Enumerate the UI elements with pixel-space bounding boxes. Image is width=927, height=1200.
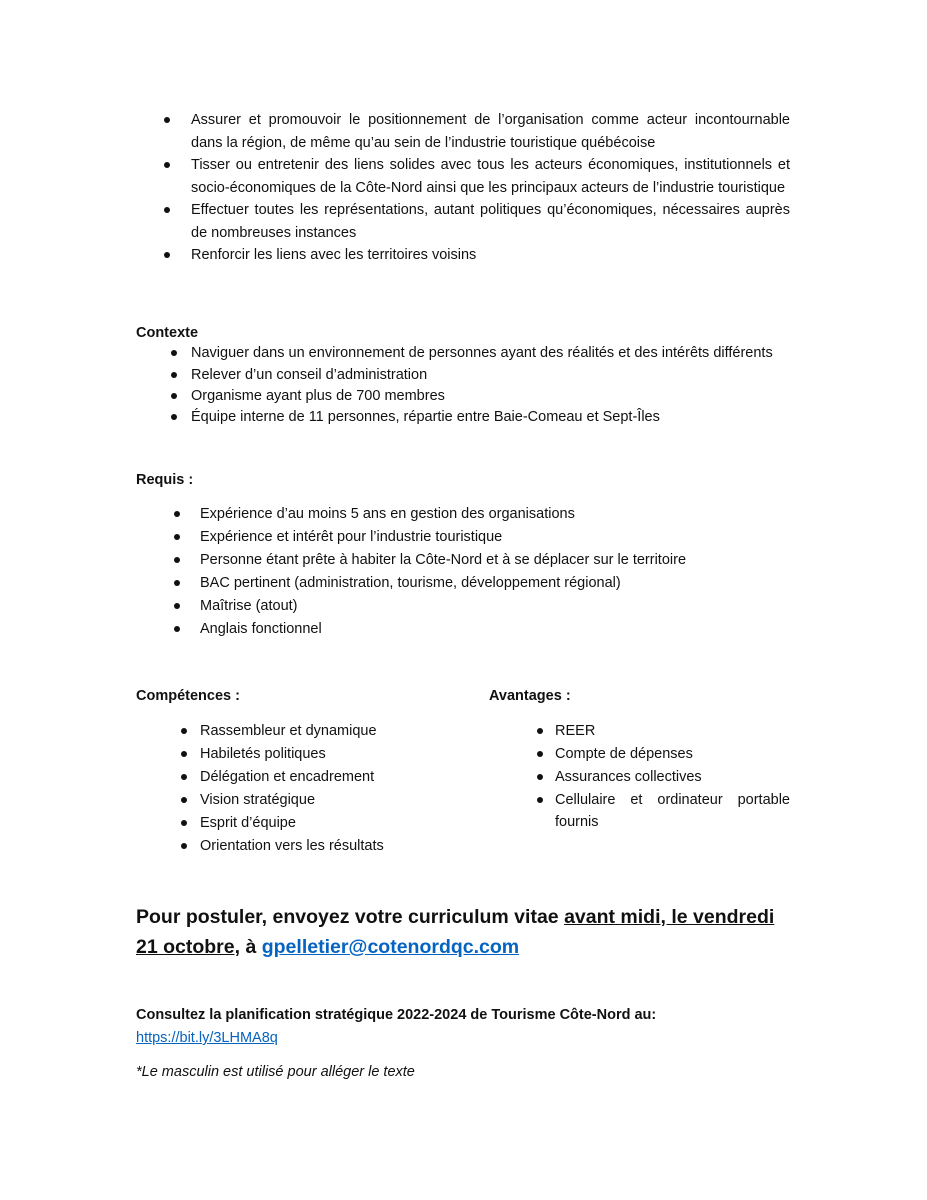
list-item-text: Assurer et promouvoir le positionnement de l’organisation comme acteur incontournable dans la région, de même qu’au sein de l’industrie touristique québécoise	[191, 112, 790, 151]
list-item	[200, 503, 800, 526]
apply-instructions	[136, 902, 796, 962]
list-item-text: Assurances collectives	[555, 769, 702, 785]
strategy-link[interactable]: https://bit.ly/3LHMA8q	[136, 1030, 278, 1046]
bullet-icon	[164, 207, 170, 213]
bullet-icon	[537, 728, 543, 734]
email-link[interactable]: gpelletier@cotenordqc.com	[261, 936, 520, 958]
list-item	[191, 365, 790, 386]
list-item-text: Vision stratégique	[200, 792, 316, 808]
apply-deadline: avant midi, le vendredi 21 octobre,	[136, 906, 775, 958]
list-item	[191, 154, 790, 199]
avantages-heading: Avantages :	[489, 688, 571, 704]
list-item-text: Cellulaire et ordinateur portable fournis	[555, 792, 790, 830]
list-item-text: Personne étant prête à habiter la Côte-Nord et à se déplacer sur le territoire	[200, 552, 687, 568]
list-item	[191, 386, 790, 407]
list-item	[555, 789, 790, 833]
list-item-text: Délégation et encadrement	[200, 769, 375, 785]
strategy-text: Consultez la planification stratégique 2022-2024 de Tourisme Côte-Nord au:	[136, 1007, 657, 1023]
list-item-text: Renforcir les liens avec les territoires voisins	[191, 247, 477, 263]
list-item-text: Tisser ou entretenir des liens solides avec tous les acteurs économiques, institutionnels et socio-économiques de la Côte-Nord ainsi que les principaux acteurs de l’industrie touristique	[191, 157, 790, 196]
bullet-icon	[181, 820, 187, 826]
bullet-icon	[174, 557, 180, 563]
competences-heading: Compétences :	[136, 688, 240, 704]
requis-heading: Requis :	[136, 472, 194, 488]
bullet-icon	[171, 414, 177, 420]
list-item	[191, 109, 790, 154]
list-item-text: Effectuer toutes les représentations, autant politiques qu’économiques, nécessaires auprès de nombreuses instances	[191, 202, 790, 241]
requis-list	[200, 503, 800, 641]
contexte-heading: Contexte	[136, 325, 199, 341]
list-item	[200, 789, 470, 812]
list-item-text: Orientation vers les résultats	[200, 838, 384, 854]
apply-text-mid: à	[240, 936, 262, 958]
bullet-icon	[164, 252, 170, 258]
list-item-text: Organisme ayant plus de 700 membres	[191, 388, 445, 404]
list-item	[191, 199, 790, 244]
bullet-icon	[181, 774, 187, 780]
competences-list	[200, 720, 470, 858]
list-item-text: Équipe interne de 11 personnes, répartie entre Baie-Comeau et Sept-Îles	[191, 409, 660, 425]
bullet-icon	[164, 162, 170, 168]
bullet-icon	[181, 797, 187, 803]
list-item	[191, 407, 790, 428]
list-item-text: Naviguer dans un environnement de personnes ayant des réalités et des intérêts différents	[191, 345, 773, 361]
bullet-icon	[174, 626, 180, 632]
footnote: *Le masculin est utilisé pour alléger le texte	[136, 1064, 415, 1080]
list-item	[555, 743, 790, 766]
bullet-icon	[171, 372, 177, 378]
list-item-text: Compte de dépenses	[555, 746, 693, 762]
bullet-icon	[174, 603, 180, 609]
bullet-icon	[537, 751, 543, 757]
list-item-text: Habiletés politiques	[200, 746, 326, 762]
list-item-text: Expérience d’au moins 5 ans en gestion des organisations	[200, 506, 575, 522]
bullet-icon	[174, 534, 180, 540]
list-item	[555, 766, 790, 789]
list-item	[200, 618, 800, 641]
list-item	[200, 812, 470, 835]
list-item	[200, 766, 470, 789]
list-item	[191, 244, 790, 267]
list-item	[200, 549, 800, 572]
list-item-text: Anglais fonctionnel	[200, 621, 322, 637]
bullet-icon	[171, 350, 177, 356]
bullet-icon	[537, 797, 543, 803]
apply-text: Pour postuler, envoyez votre curriculum vitae	[136, 906, 565, 928]
bullet-icon	[171, 393, 177, 399]
bullet-icon	[181, 843, 187, 849]
list-item	[200, 572, 800, 595]
list-item	[200, 720, 470, 743]
contexte-list	[191, 343, 790, 428]
bullet-icon	[537, 774, 543, 780]
bullet-icon	[181, 751, 187, 757]
bullet-icon	[181, 728, 187, 734]
list-item-text: Esprit d’équipe	[200, 815, 296, 831]
list-item-text: Rassembleur et dynamique	[200, 723, 377, 739]
list-item	[555, 720, 790, 743]
list-item	[200, 835, 470, 858]
bullet-icon	[164, 117, 170, 123]
list-item	[200, 526, 800, 549]
list-item-text: Relever d’un conseil d’administration	[191, 367, 428, 383]
avantages-list	[555, 720, 790, 833]
list-item-text: REER	[555, 723, 596, 739]
list-item-text: BAC pertinent (administration, tourisme, développement régional)	[200, 575, 621, 591]
bullet-icon	[174, 511, 180, 517]
list-item-text: Expérience et intérêt pour l’industrie touristique	[200, 529, 503, 545]
list-item-text: Maîtrise (atout)	[200, 598, 298, 614]
list-item	[191, 343, 790, 363]
responsibilities-list	[191, 109, 790, 267]
bullet-icon	[174, 580, 180, 586]
list-item	[200, 595, 800, 618]
list-item	[200, 743, 470, 766]
